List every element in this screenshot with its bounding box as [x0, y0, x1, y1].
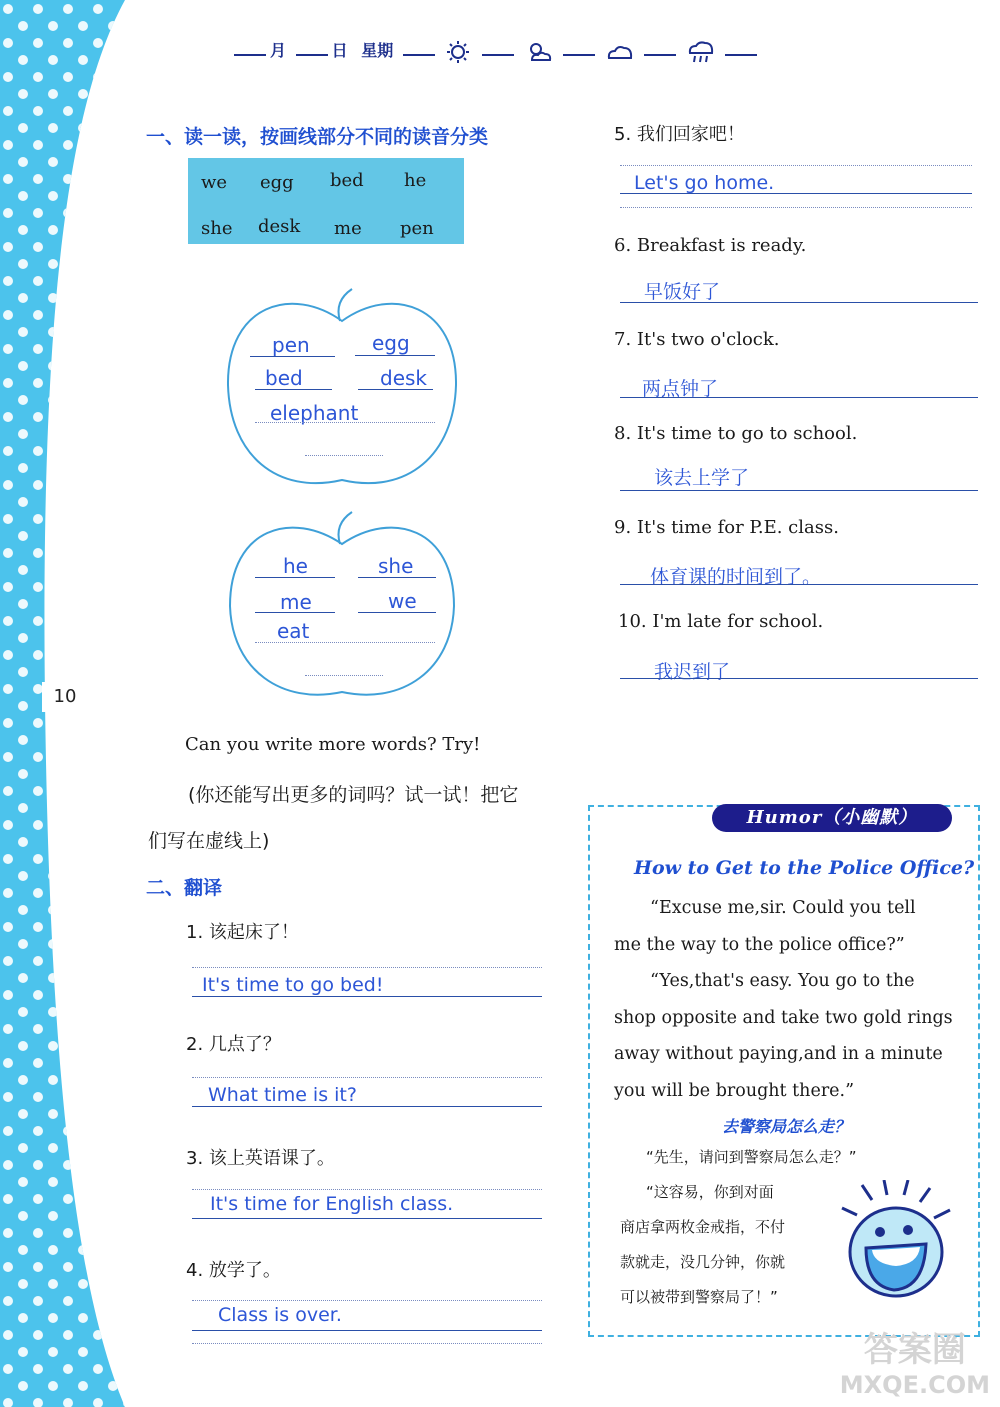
word: pen [400, 218, 434, 239]
question: 4. 放学了。 [186, 1260, 281, 1281]
question: 1. 该起床了！ [186, 922, 299, 943]
sun-cloud-icon [524, 40, 554, 64]
word: egg [260, 172, 294, 193]
apple2-answer: he [283, 554, 308, 578]
apple1-answer: desk [380, 366, 428, 390]
apple-outline [222, 510, 462, 710]
rainy-icon [686, 40, 716, 64]
word: she [201, 218, 233, 239]
apple2-answer: she [378, 554, 414, 578]
story-line: “先生，请问到警察局怎么走？” [646, 1148, 857, 1166]
question: 3. 该上英语课了。 [186, 1148, 335, 1169]
humor-tag: Humor（小幽默） [712, 804, 952, 832]
answer: 我迟到了 [654, 661, 731, 683]
question: 8. It's time to go to school. [614, 423, 858, 444]
word-box [188, 158, 464, 244]
story-line: you will be brought there.” [614, 1080, 855, 1101]
apple1-answer: egg [372, 331, 410, 355]
page-number: 10 [42, 682, 88, 712]
more-words-prompt: Can you write more words? Try! [185, 734, 481, 755]
apple1-answer: bed [265, 366, 303, 390]
answer: It's time for English class. [210, 1193, 454, 1215]
story-line: “Yes,that's easy. You go to the [650, 971, 915, 991]
story-line: “Excuse me,sir. Could you tell [650, 898, 916, 918]
answer: 该去上学了 [654, 467, 750, 489]
question: 9. It's time for P.E. class. [614, 517, 839, 538]
answer: Class is over. [218, 1304, 342, 1326]
apple2-answer: we [388, 589, 417, 613]
story-line: shop opposite and take two gold rings [614, 1007, 953, 1028]
cloudy-icon [605, 40, 635, 64]
watermark-logo: 答案圈 [863, 1330, 966, 1370]
answer: Let's go home. [634, 172, 775, 194]
story-line: “这容易，你到对面 [646, 1183, 774, 1201]
story-line: 可以被带到警察局了！” [620, 1288, 778, 1306]
answer: 早饭好了 [644, 281, 721, 303]
word: desk [258, 216, 301, 237]
humor-title: How to Get to the Police Office? [634, 857, 975, 879]
question: 10. I'm late for school. [618, 611, 824, 632]
question: 7. It's two o'clock. [614, 329, 780, 350]
apple1-answer: pen [272, 333, 310, 357]
story-line: 款就走，没几分钟，你就 [620, 1253, 786, 1271]
question: 5. 我们回家吧！ [614, 124, 745, 145]
section2-title: 二、翻译 [146, 877, 223, 899]
more-words-cn: 们写在虚线上) [148, 830, 270, 852]
story-line: away without paying,and in a minute [614, 1044, 943, 1064]
date-header [230, 38, 761, 64]
word: me [334, 218, 362, 239]
section1-title: 一、读一读，按画线部分不同的读音分类 [146, 126, 489, 148]
sunny-icon [444, 40, 472, 64]
watermark [840, 1322, 990, 1399]
answer: What time is it? [208, 1084, 357, 1106]
word: bed [330, 170, 364, 191]
day-label: 日 [331, 41, 348, 60]
apple-outline [222, 285, 462, 505]
question: 2. 几点了？ [186, 1034, 281, 1055]
word: he [404, 170, 427, 191]
question: 6. Breakfast is ready. [614, 235, 807, 256]
more-words-cn: (你还能写出更多的词吗？试一试！把它 [188, 784, 519, 806]
laughing-face-icon [832, 1180, 957, 1305]
apple1-answer: elephant [270, 401, 359, 425]
word: we [201, 172, 228, 193]
month-label: 月 [270, 41, 287, 60]
humor-cn-title: 去警察局怎么走？ [722, 1117, 851, 1136]
apple2-answer: me [280, 590, 312, 614]
answer: 两点钟了 [642, 378, 719, 400]
humor-story [614, 890, 954, 1109]
answer: 体育课的时间到了。 [650, 566, 822, 588]
weekday-label: 星期 [361, 41, 394, 60]
watermark-url: MXQE.COM [839, 1371, 990, 1399]
answer: It's time to go bed! [202, 974, 384, 996]
story-line: me the way to the police office?” [614, 934, 905, 955]
apple2-answer: eat [277, 619, 310, 643]
story-line: 商店拿两枚金戒指，不付 [620, 1218, 786, 1236]
